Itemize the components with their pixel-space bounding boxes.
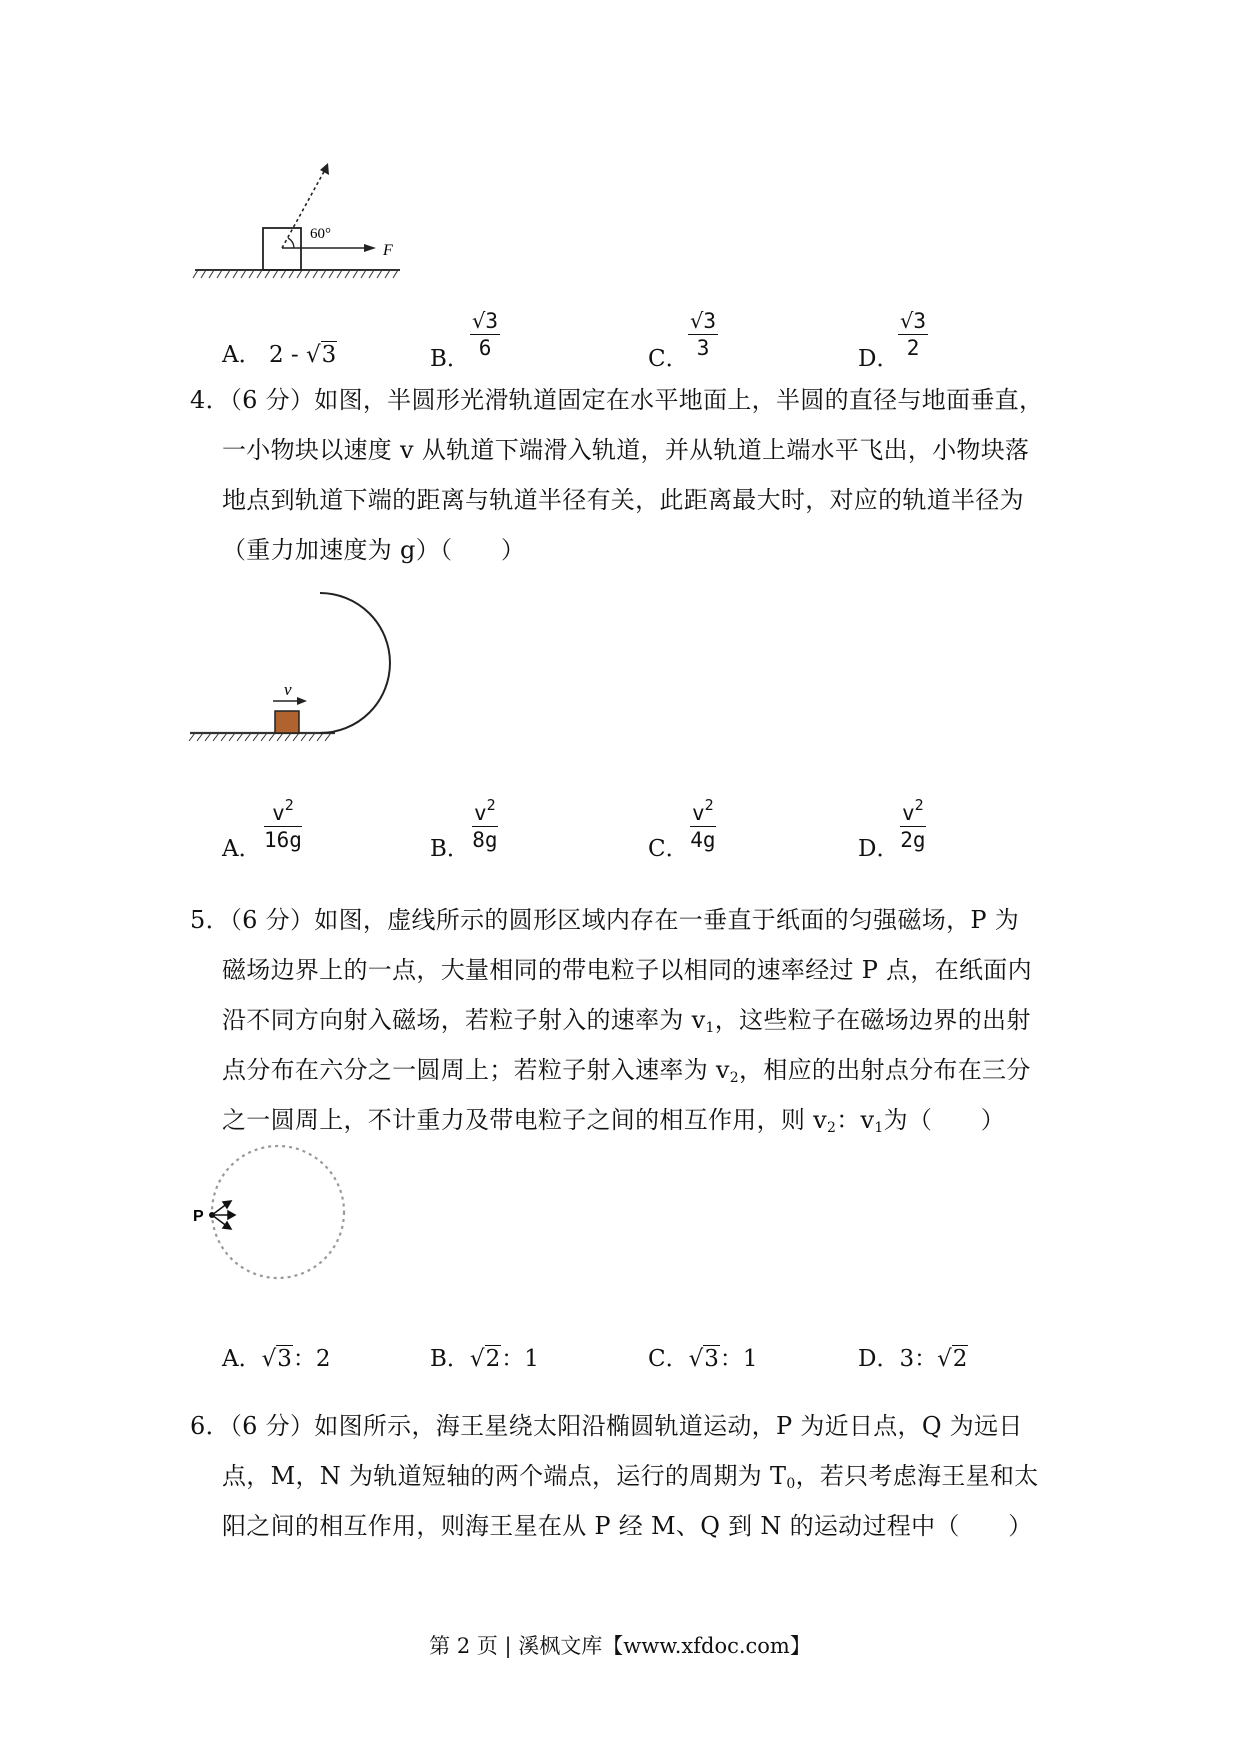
q4-line-1: 4．（6 分）如图，半圆形光滑轨道固定在水平地面上，半圆的直径与地面垂直，: [190, 386, 1044, 414]
q5-option-a[interactable]: A．√3：2: [222, 1346, 331, 1372]
q4-option-b-label[interactable]: B．: [430, 836, 470, 862]
q4-option-a-fraction: $v^2$ 16g: [264, 796, 302, 852]
q5-figure: [190, 1140, 360, 1290]
angle-label: 60°: [310, 226, 331, 242]
q4-option-c-label[interactable]: C．: [648, 836, 689, 862]
q5-line-4: 点分布在六分之一圆周上；若粒子射入速率为 $v_2$，相应的出射点分布在三分: [222, 1056, 1031, 1086]
q6-line-3: 阳之间的相互作用，则海王星在从 P 经 M、Q 到 N 的运动过程中（ ）: [222, 1512, 1033, 1540]
q3-figure: [190, 160, 420, 285]
q4-option-a-label[interactable]: A．: [222, 836, 262, 862]
sqrt-symbol: √: [469, 1346, 485, 1372]
q3-option-b-fraction: √3 6: [472, 309, 499, 360]
velocity-arrow-head: [297, 697, 307, 705]
q3-option-d-label[interactable]: D．: [858, 346, 900, 372]
velocity-label: v: [284, 680, 292, 699]
magnetic-field-boundary: [212, 1146, 344, 1278]
q4-figure: [185, 575, 425, 755]
block: [263, 228, 301, 270]
force-arrow-head: [364, 244, 376, 252]
ground-hatch: [189, 733, 335, 741]
q3-option-b-label[interactable]: B．: [430, 346, 470, 372]
sqrt-symbol: √: [305, 342, 321, 368]
q3-option-a[interactable]: A． 2 - √3: [222, 342, 337, 368]
sqrt-symbol: √: [261, 1346, 277, 1372]
q4-option-c-fraction: $v^2$ 4g: [690, 796, 716, 852]
page-footer: 第 2 页 | 溪枫文库【www.xfdoc.com】: [429, 1634, 811, 1658]
block: [275, 711, 299, 733]
q3-option-c-fraction: √3 3: [690, 309, 717, 360]
q5-line-2: 磁场边界上的一点，大量相同的带电粒子以相同的速率经过 P 点，在纸面内: [222, 956, 1032, 984]
q5-line-3: 沿不同方向射入磁场，若粒子射入的速率为 $v_1$，这些粒子在磁场边界的出射: [222, 1006, 1031, 1036]
q4-line-4: （重力加速度为 g）（ ）: [222, 536, 526, 564]
dashed-arrow-head: [320, 163, 329, 175]
sqrt-symbol: √: [900, 309, 914, 333]
angle-arc: [288, 238, 294, 248]
semicircle-track: [320, 593, 390, 733]
sqrt-symbol: √: [937, 1346, 952, 1372]
q3-option-d-fraction: √3 2: [900, 309, 927, 360]
q4-option-d-fraction: $v^2$ 2g: [900, 796, 926, 852]
q6-line-2: 点，M，N 为轨道短轴的两个端点，运行的周期为 $T_0$，若只考虑海王星和太: [222, 1462, 1039, 1492]
sqrt-symbol: √: [690, 309, 704, 333]
force-label: F: [383, 242, 393, 259]
ground-hatch: [193, 270, 400, 278]
q4-line-3: 地点到轨道下端的距离与轨道半径有关，此距离最大时，对应的轨道半径为: [222, 486, 1024, 514]
q4-option-b-fraction: $v^2$ 8g: [472, 796, 498, 852]
q4-option-d-label[interactable]: D．: [858, 836, 900, 862]
q3-option-c-label[interactable]: C．: [648, 346, 689, 372]
q5-option-c[interactable]: C．√3：1: [648, 1346, 758, 1372]
q5-line-1: 5．（6 分）如图，虚线所示的圆形区域内存在一垂直于纸面的匀强磁场，P 为: [190, 906, 1020, 934]
particle-arrows: [212, 1201, 235, 1229]
q4-line-2: 一小物块以速度 v 从轨道下端滑入轨道，并从轨道上端水平飞出，小物块落: [222, 436, 1030, 464]
q5-option-b[interactable]: B．√2：1: [430, 1346, 539, 1372]
point-p-label: P: [193, 1208, 204, 1225]
q6-line-1: 6．（6 分）如图所示，海王星绕太阳沿椭圆轨道运动，P 为近日点，Q 为远日: [190, 1412, 1023, 1440]
q5-line-5: 之一圆周上，不计重力及带电粒子之间的相互作用，则 $v_2$：$v_1$为（ ）: [222, 1106, 1006, 1136]
sqrt-symbol: √: [688, 1346, 704, 1372]
sqrt-symbol: √: [472, 309, 486, 333]
q5-option-d[interactable]: D．3：√2: [858, 1346, 968, 1372]
